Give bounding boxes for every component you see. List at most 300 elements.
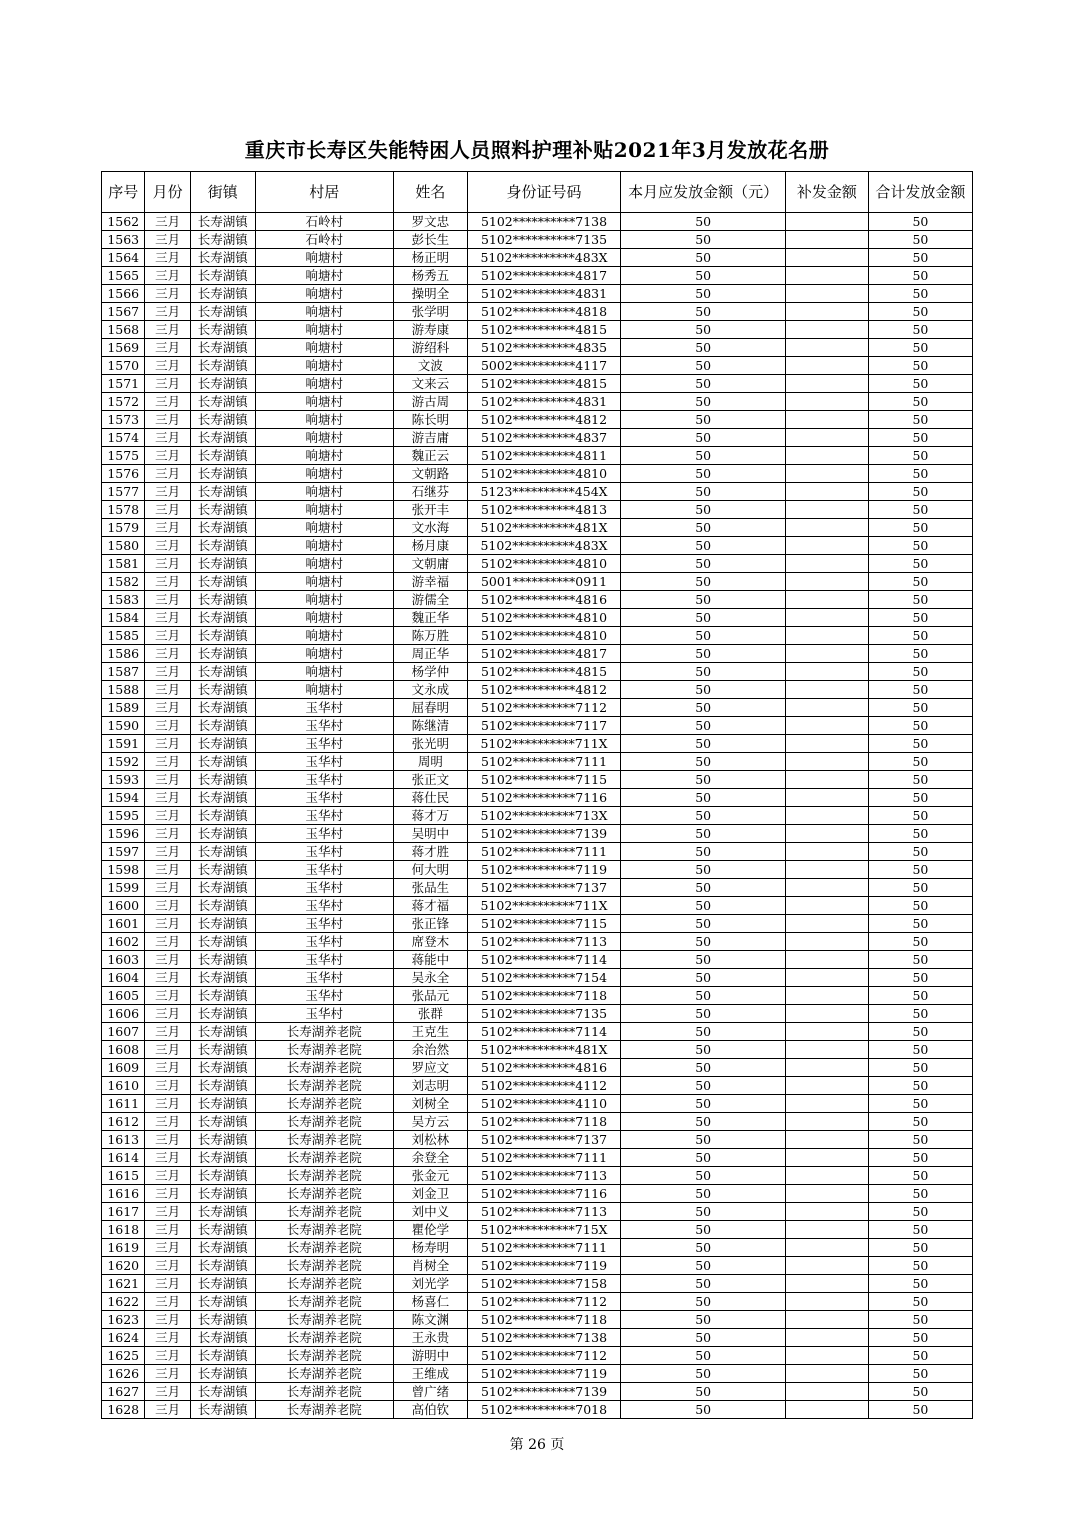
cell-id-number: 5102**********7112: [467, 1347, 621, 1365]
cell-id-number: 5102**********7138: [467, 213, 621, 231]
cell-name: 杨月康: [393, 537, 467, 555]
cell-total-amount: 50: [868, 1203, 972, 1221]
cell-id-number: 5102**********7018: [467, 1401, 621, 1419]
cell-monthly-amount: 50: [621, 1257, 786, 1275]
cell-id-number: 5102**********483X: [467, 537, 621, 555]
document-title: 重庆市长寿区失能特困人员照料护理补贴2021年3月发放花名册: [244, 138, 830, 162]
table-row: [102, 1149, 973, 1167]
cell-id-number: 5102**********7137: [467, 1131, 621, 1149]
cell-village: 响塘村: [255, 303, 393, 321]
cell-back-pay: [786, 915, 869, 933]
cell-monthly-amount: 50: [621, 771, 786, 789]
cell-id-number: 5102**********4817: [467, 267, 621, 285]
cell-town: 长寿湖镇: [190, 573, 255, 591]
cell-monthly-amount: 50: [621, 1095, 786, 1113]
cell-back-pay: [786, 483, 869, 501]
cell-month: 三月: [145, 825, 190, 843]
cell-serial: 1568: [102, 321, 145, 339]
cell-village: 长寿湖养老院: [255, 1329, 393, 1347]
cell-back-pay: [786, 843, 869, 861]
table-row: [102, 1113, 973, 1131]
cell-total-amount: 50: [868, 807, 972, 825]
cell-serial: 1587: [102, 663, 145, 681]
cell-name: 魏正华: [393, 609, 467, 627]
header-back-pay: 补发金额: [786, 172, 869, 213]
cell-back-pay: [786, 1401, 869, 1419]
cell-town: 长寿湖镇: [190, 249, 255, 267]
cell-total-amount: 50: [868, 681, 972, 699]
cell-serial: 1586: [102, 645, 145, 663]
cell-village: 长寿湖养老院: [255, 1401, 393, 1419]
cell-serial: 1571: [102, 375, 145, 393]
table-row: [102, 645, 973, 663]
cell-month: 三月: [145, 897, 190, 915]
cell-name: 高伯钦: [393, 1401, 467, 1419]
cell-serial: 1627: [102, 1383, 145, 1401]
table-row: [102, 303, 973, 321]
table-row: [102, 213, 973, 231]
cell-monthly-amount: 50: [621, 915, 786, 933]
cell-id-number: 5102**********7135: [467, 1005, 621, 1023]
cell-serial: 1564: [102, 249, 145, 267]
cell-monthly-amount: 50: [621, 573, 786, 591]
table-row: [102, 1293, 973, 1311]
cell-id-number: 5102**********4817: [467, 645, 621, 663]
cell-total-amount: 50: [868, 501, 972, 519]
cell-village: 玉华村: [255, 969, 393, 987]
table-row: [102, 1347, 973, 1365]
cell-town: 长寿湖镇: [190, 1095, 255, 1113]
cell-serial: 1606: [102, 1005, 145, 1023]
cell-name: 王维成: [393, 1365, 467, 1383]
cell-month: 三月: [145, 789, 190, 807]
cell-back-pay: [786, 501, 869, 519]
cell-monthly-amount: 50: [621, 339, 786, 357]
cell-town: 长寿湖镇: [190, 519, 255, 537]
cell-village: 响塘村: [255, 519, 393, 537]
cell-total-amount: 50: [868, 879, 972, 897]
cell-id-number: 5102**********4812: [467, 411, 621, 429]
cell-total-amount: 50: [868, 375, 972, 393]
cell-village: 响塘村: [255, 609, 393, 627]
cell-village: 响塘村: [255, 627, 393, 645]
cell-town: 长寿湖镇: [190, 393, 255, 411]
cell-total-amount: 50: [868, 267, 972, 285]
cell-name: 杨学仲: [393, 663, 467, 681]
cell-back-pay: [786, 1383, 869, 1401]
cell-serial: 1577: [102, 483, 145, 501]
cell-village: 响塘村: [255, 447, 393, 465]
cell-id-number: 5102**********4810: [467, 465, 621, 483]
cell-total-amount: 50: [868, 1185, 972, 1203]
cell-village: 长寿湖养老院: [255, 1257, 393, 1275]
cell-total-amount: 50: [868, 1005, 972, 1023]
cell-village: 玉华村: [255, 879, 393, 897]
cell-total-amount: 50: [868, 573, 972, 591]
cell-town: 长寿湖镇: [190, 1077, 255, 1095]
cell-town: 长寿湖镇: [190, 1239, 255, 1257]
cell-month: 三月: [145, 663, 190, 681]
cell-monthly-amount: 50: [621, 1383, 786, 1401]
table-row: [102, 825, 973, 843]
table-row: [102, 483, 973, 501]
cell-total-amount: 50: [868, 933, 972, 951]
cell-town: 长寿湖镇: [190, 915, 255, 933]
cell-total-amount: 50: [868, 429, 972, 447]
cell-name: 杨秀五: [393, 267, 467, 285]
cell-town: 长寿湖镇: [190, 627, 255, 645]
cell-month: 三月: [145, 1095, 190, 1113]
cell-back-pay: [786, 231, 869, 249]
table-row: [102, 1005, 973, 1023]
cell-id-number: 5102**********7113: [467, 1203, 621, 1221]
cell-name: 彭长生: [393, 231, 467, 249]
cell-back-pay: [786, 555, 869, 573]
cell-town: 长寿湖镇: [190, 465, 255, 483]
cell-serial: 1618: [102, 1221, 145, 1239]
cell-id-number: 5102**********4815: [467, 321, 621, 339]
cell-village: 玉华村: [255, 933, 393, 951]
cell-name: 吴方云: [393, 1113, 467, 1131]
cell-monthly-amount: 50: [621, 1401, 786, 1419]
cell-village: 玉华村: [255, 807, 393, 825]
cell-back-pay: [786, 1023, 869, 1041]
cell-village: 石岭村: [255, 213, 393, 231]
cell-name: 曾广绪: [393, 1383, 467, 1401]
cell-town: 长寿湖镇: [190, 879, 255, 897]
cell-month: 三月: [145, 1185, 190, 1203]
cell-town: 长寿湖镇: [190, 1329, 255, 1347]
cell-serial: 1615: [102, 1167, 145, 1185]
cell-town: 长寿湖镇: [190, 501, 255, 519]
cell-total-amount: 50: [868, 1041, 972, 1059]
cell-town: 长寿湖镇: [190, 591, 255, 609]
cell-month: 三月: [145, 393, 190, 411]
cell-town: 长寿湖镇: [190, 213, 255, 231]
table-row: [102, 1203, 973, 1221]
cell-month: 三月: [145, 357, 190, 375]
cell-back-pay: [786, 735, 869, 753]
cell-name: 吴永全: [393, 969, 467, 987]
table-row: [102, 915, 973, 933]
cell-month: 三月: [145, 483, 190, 501]
header-monthly-amount: 本月应发放金额（元）: [621, 172, 786, 213]
cell-town: 长寿湖镇: [190, 843, 255, 861]
table-row: [102, 1257, 973, 1275]
cell-id-number: 5102**********715X: [467, 1221, 621, 1239]
cell-town: 长寿湖镇: [190, 825, 255, 843]
cell-id-number: 5102**********4837: [467, 429, 621, 447]
cell-month: 三月: [145, 861, 190, 879]
cell-back-pay: [786, 447, 869, 465]
cell-back-pay: [786, 1365, 869, 1383]
cell-town: 长寿湖镇: [190, 717, 255, 735]
cell-id-number: 5102**********4831: [467, 285, 621, 303]
table-row: [102, 1383, 973, 1401]
cell-town: 长寿湖镇: [190, 483, 255, 501]
cell-town: 长寿湖镇: [190, 1131, 255, 1149]
cell-town: 长寿湖镇: [190, 231, 255, 249]
cell-id-number: 5102**********7117: [467, 717, 621, 735]
cell-total-amount: 50: [868, 1275, 972, 1293]
cell-village: 长寿湖养老院: [255, 1347, 393, 1365]
cell-back-pay: [786, 753, 869, 771]
cell-month: 三月: [145, 699, 190, 717]
cell-total-amount: 50: [868, 339, 972, 357]
cell-town: 长寿湖镇: [190, 1059, 255, 1077]
cell-village: 玉华村: [255, 987, 393, 1005]
cell-village: 石岭村: [255, 231, 393, 249]
cell-monthly-amount: 50: [621, 681, 786, 699]
table-row: [102, 681, 973, 699]
cell-month: 三月: [145, 285, 190, 303]
cell-village: 长寿湖养老院: [255, 1365, 393, 1383]
cell-town: 长寿湖镇: [190, 357, 255, 375]
cell-serial: 1593: [102, 771, 145, 789]
cell-serial: 1563: [102, 231, 145, 249]
cell-id-number: 5102**********7112: [467, 1293, 621, 1311]
table-row: [102, 1041, 973, 1059]
cell-town: 长寿湖镇: [190, 1203, 255, 1221]
table-row: [102, 537, 973, 555]
cell-id-number: 5102**********7115: [467, 915, 621, 933]
cell-village: 玉华村: [255, 861, 393, 879]
cell-village: 响塘村: [255, 537, 393, 555]
cell-town: 长寿湖镇: [190, 663, 255, 681]
cell-month: 三月: [145, 771, 190, 789]
cell-monthly-amount: 50: [621, 663, 786, 681]
cell-village: 长寿湖养老院: [255, 1167, 393, 1185]
cell-back-pay: [786, 1329, 869, 1347]
cell-month: 三月: [145, 843, 190, 861]
cell-name: 何大明: [393, 861, 467, 879]
cell-village: 玉华村: [255, 735, 393, 753]
cell-month: 三月: [145, 1131, 190, 1149]
cell-back-pay: [786, 969, 869, 987]
cell-total-amount: 50: [868, 1221, 972, 1239]
cell-month: 三月: [145, 807, 190, 825]
cell-name: 文永成: [393, 681, 467, 699]
cell-id-number: 5102**********7139: [467, 825, 621, 843]
cell-serial: 1578: [102, 501, 145, 519]
cell-month: 三月: [145, 1221, 190, 1239]
cell-month: 三月: [145, 555, 190, 573]
cell-serial: 1592: [102, 753, 145, 771]
cell-id-number: 5102**********4813: [467, 501, 621, 519]
cell-serial: 1581: [102, 555, 145, 573]
cell-name: 游吉庸: [393, 429, 467, 447]
cell-name: 张正文: [393, 771, 467, 789]
cell-total-amount: 50: [868, 843, 972, 861]
cell-monthly-amount: 50: [621, 1041, 786, 1059]
cell-serial: 1604: [102, 969, 145, 987]
cell-village: 响塘村: [255, 663, 393, 681]
cell-town: 长寿湖镇: [190, 897, 255, 915]
cell-name: 蒋能中: [393, 951, 467, 969]
cell-back-pay: [786, 591, 869, 609]
cell-name: 蒋才福: [393, 897, 467, 915]
cell-id-number: 5123**********454X: [467, 483, 621, 501]
table-row: [102, 699, 973, 717]
cell-village: 长寿湖养老院: [255, 1293, 393, 1311]
cell-serial: 1575: [102, 447, 145, 465]
cell-serial: 1608: [102, 1041, 145, 1059]
cell-id-number: 5102**********4815: [467, 663, 621, 681]
cell-back-pay: [786, 627, 869, 645]
cell-name: 张光明: [393, 735, 467, 753]
cell-month: 三月: [145, 1041, 190, 1059]
cell-serial: 1613: [102, 1131, 145, 1149]
cell-monthly-amount: 50: [621, 789, 786, 807]
cell-monthly-amount: 50: [621, 1185, 786, 1203]
cell-monthly-amount: 50: [621, 285, 786, 303]
cell-serial: 1622: [102, 1293, 145, 1311]
cell-month: 三月: [145, 1149, 190, 1167]
cell-town: 长寿湖镇: [190, 933, 255, 951]
cell-name: 周明: [393, 753, 467, 771]
cell-village: 长寿湖养老院: [255, 1077, 393, 1095]
cell-back-pay: [786, 573, 869, 591]
cell-id-number: 5102**********4811: [467, 447, 621, 465]
cell-total-amount: 50: [868, 735, 972, 753]
cell-village: 长寿湖养老院: [255, 1239, 393, 1257]
cell-id-number: 5102**********7135: [467, 231, 621, 249]
cell-town: 长寿湖镇: [190, 1401, 255, 1419]
cell-month: 三月: [145, 1401, 190, 1419]
header-town: 街镇: [190, 172, 255, 213]
cell-serial: 1600: [102, 897, 145, 915]
cell-name: 周正华: [393, 645, 467, 663]
cell-serial: 1570: [102, 357, 145, 375]
cell-town: 长寿湖镇: [190, 987, 255, 1005]
cell-name: 陈继清: [393, 717, 467, 735]
cell-back-pay: [786, 285, 869, 303]
cell-month: 三月: [145, 753, 190, 771]
cell-back-pay: [786, 213, 869, 231]
cell-name: 余登全: [393, 1149, 467, 1167]
table-row: [102, 1131, 973, 1149]
table-row: [102, 1095, 973, 1113]
cell-id-number: 5102**********4810: [467, 555, 621, 573]
cell-month: 三月: [145, 1257, 190, 1275]
cell-town: 长寿湖镇: [190, 1167, 255, 1185]
cell-village: 玉华村: [255, 699, 393, 717]
cell-monthly-amount: 50: [621, 861, 786, 879]
cell-town: 长寿湖镇: [190, 771, 255, 789]
cell-serial: 1596: [102, 825, 145, 843]
cell-month: 三月: [145, 681, 190, 699]
cell-month: 三月: [145, 1365, 190, 1383]
cell-monthly-amount: 50: [621, 591, 786, 609]
cell-total-amount: 50: [868, 753, 972, 771]
cell-town: 长寿湖镇: [190, 1113, 255, 1131]
cell-serial: 1619: [102, 1239, 145, 1257]
cell-name: 游古周: [393, 393, 467, 411]
cell-town: 长寿湖镇: [190, 1275, 255, 1293]
table-row: [102, 771, 973, 789]
cell-name: 张正锋: [393, 915, 467, 933]
cell-town: 长寿湖镇: [190, 807, 255, 825]
cell-id-number: 5001**********0911: [467, 573, 621, 591]
cell-month: 三月: [145, 303, 190, 321]
cell-month: 三月: [145, 987, 190, 1005]
cell-total-amount: 50: [868, 969, 972, 987]
cell-total-amount: 50: [868, 861, 972, 879]
cell-village: 响塘村: [255, 429, 393, 447]
cell-back-pay: [786, 663, 869, 681]
cell-village: 玉华村: [255, 951, 393, 969]
cell-month: 三月: [145, 609, 190, 627]
cell-id-number: 5102**********7139: [467, 1383, 621, 1401]
cell-monthly-amount: 50: [621, 987, 786, 1005]
table-row: [102, 1077, 973, 1095]
cell-name: 蒋才万: [393, 807, 467, 825]
table-row: [102, 753, 973, 771]
cell-monthly-amount: 50: [621, 231, 786, 249]
cell-village: 长寿湖养老院: [255, 1113, 393, 1131]
cell-back-pay: [786, 1131, 869, 1149]
cell-name: 蒋才胜: [393, 843, 467, 861]
cell-month: 三月: [145, 519, 190, 537]
table-row: [102, 1275, 973, 1293]
cell-total-amount: 50: [868, 825, 972, 843]
cell-serial: 1569: [102, 339, 145, 357]
cell-back-pay: [786, 825, 869, 843]
cell-monthly-amount: 50: [621, 825, 786, 843]
cell-serial: 1589: [102, 699, 145, 717]
cell-town: 长寿湖镇: [190, 951, 255, 969]
cell-id-number: 5102**********7154: [467, 969, 621, 987]
cell-month: 三月: [145, 735, 190, 753]
cell-back-pay: [786, 1221, 869, 1239]
cell-name: 席登木: [393, 933, 467, 951]
table-body: [102, 213, 973, 1419]
table-row: [102, 717, 973, 735]
cell-month: 三月: [145, 249, 190, 267]
cell-total-amount: 50: [868, 1131, 972, 1149]
cell-total-amount: 50: [868, 537, 972, 555]
cell-month: 三月: [145, 591, 190, 609]
cell-id-number: 5102**********7119: [467, 861, 621, 879]
cell-serial: 1579: [102, 519, 145, 537]
cell-id-number: 5002**********4117: [467, 357, 621, 375]
cell-town: 长寿湖镇: [190, 1383, 255, 1401]
cell-monthly-amount: 50: [621, 1365, 786, 1383]
cell-village: 响塘村: [255, 483, 393, 501]
cell-back-pay: [786, 1113, 869, 1131]
cell-back-pay: [786, 717, 869, 735]
cell-back-pay: [786, 1185, 869, 1203]
cell-monthly-amount: 50: [621, 1239, 786, 1257]
cell-serial: 1620: [102, 1257, 145, 1275]
cell-village: 长寿湖养老院: [255, 1041, 393, 1059]
cell-village: 玉华村: [255, 789, 393, 807]
cell-back-pay: [786, 537, 869, 555]
cell-total-amount: 50: [868, 591, 972, 609]
cell-village: 玉华村: [255, 753, 393, 771]
cell-total-amount: 50: [868, 645, 972, 663]
cell-month: 三月: [145, 1383, 190, 1401]
cell-serial: 1617: [102, 1203, 145, 1221]
table-row: [102, 591, 973, 609]
cell-village: 响塘村: [255, 681, 393, 699]
cell-town: 长寿湖镇: [190, 699, 255, 717]
cell-total-amount: 50: [868, 1383, 972, 1401]
cell-village: 响塘村: [255, 573, 393, 591]
table-row: [102, 951, 973, 969]
table-row: [102, 627, 973, 645]
cell-name: 文朝路: [393, 465, 467, 483]
